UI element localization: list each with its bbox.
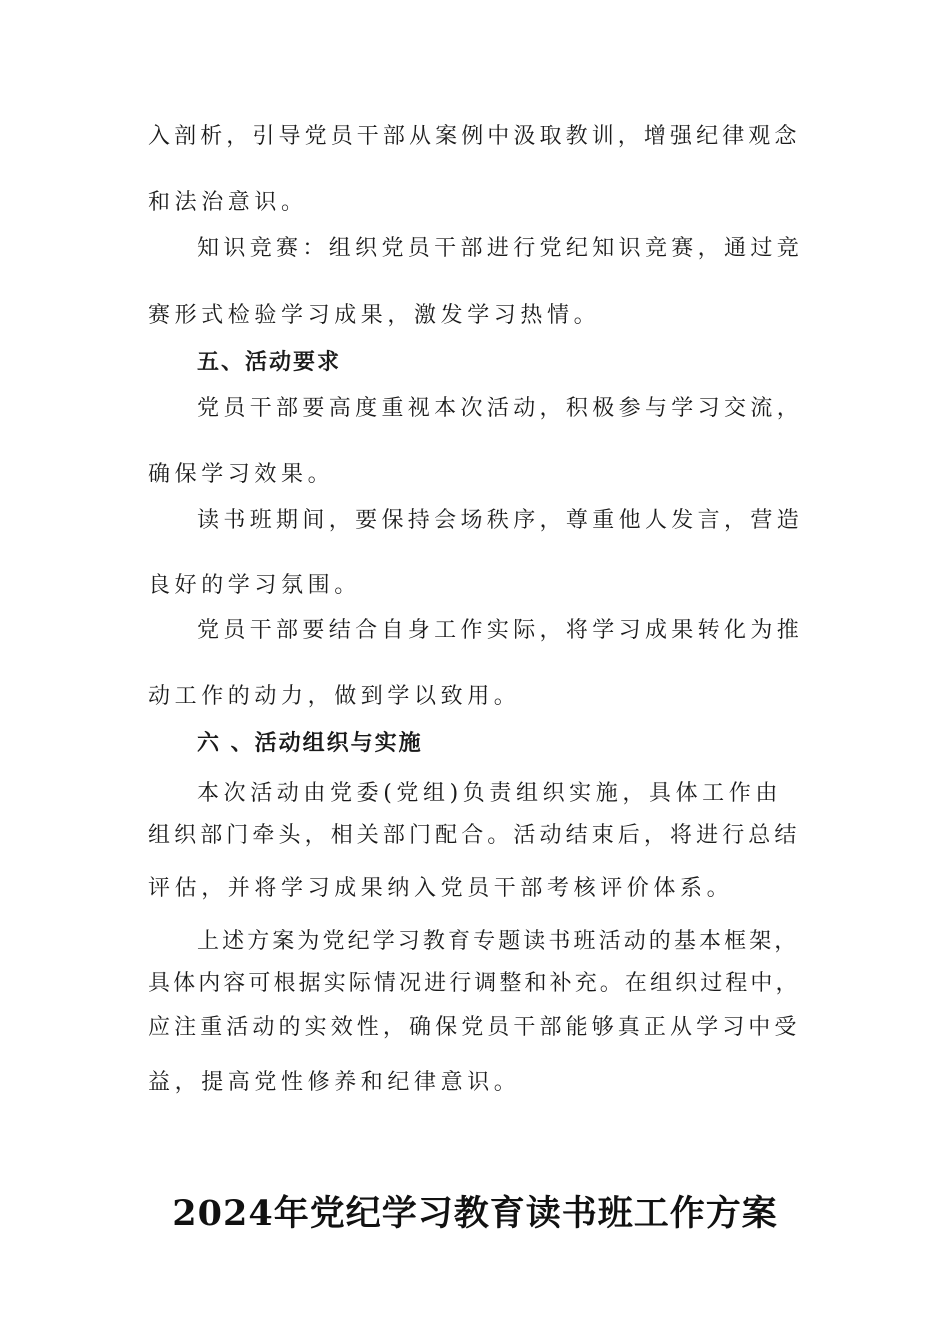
paragraph-line: 知识竞赛：组织党员干部进行党纪知识竞赛，通过竞 [197, 236, 804, 261]
paragraph-line: 应注重活动的实效性，确保党员干部能够真正从学习中受 [148, 1015, 801, 1040]
section-heading: 五、活动要求 [197, 350, 342, 375]
paragraph-line: 读书班期间，要保持会场秩序，尊重他人发言，营造 [197, 508, 804, 533]
paragraph-line: 党员干部要高度重视本次活动，积极参与学习交流， [197, 396, 804, 421]
paragraph-line: 上述方案为党纪学习教育专题读书班活动的基本框架， [197, 929, 800, 954]
paragraph-line: 评估，并将学习成果纳入党员干部考核评价体系。 [148, 876, 734, 901]
paragraph-line: 动工作的动力，做到学以致用。 [148, 684, 521, 709]
section-heading: 六 、活动组织与实施 [197, 731, 423, 756]
paragraph-line: 党员干部要结合自身工作实际，将学习成果转化为推 [197, 618, 804, 643]
paragraph-line: 益，提高党性修养和纪律意识。 [148, 1070, 521, 1095]
paragraph-line: 良好的学习氛围。 [148, 573, 361, 598]
paragraph-line: 赛形式检验学习成果，激发学习热情。 [148, 303, 601, 328]
paragraph-line: 确保学习效果。 [148, 462, 335, 487]
paragraph-line: 入剖析，引导党员干部从案例中汲取教训，增强纪律观念 [148, 124, 801, 149]
paragraph-line: 本次活动由党委(党组)负责组织实施，具体工作由 [197, 781, 782, 806]
document-title: 2024年党纪学习教育读书班工作方案 [172, 1193, 778, 1234]
paragraph-line: 组织部门牵头，相关部门配合。活动结束后，将进行总结 [148, 823, 801, 848]
paragraph-line: 具体内容可根据实际情况进行调整和补充。在组织过程中， [148, 971, 801, 996]
paragraph-line: 和法治意识。 [148, 190, 308, 215]
